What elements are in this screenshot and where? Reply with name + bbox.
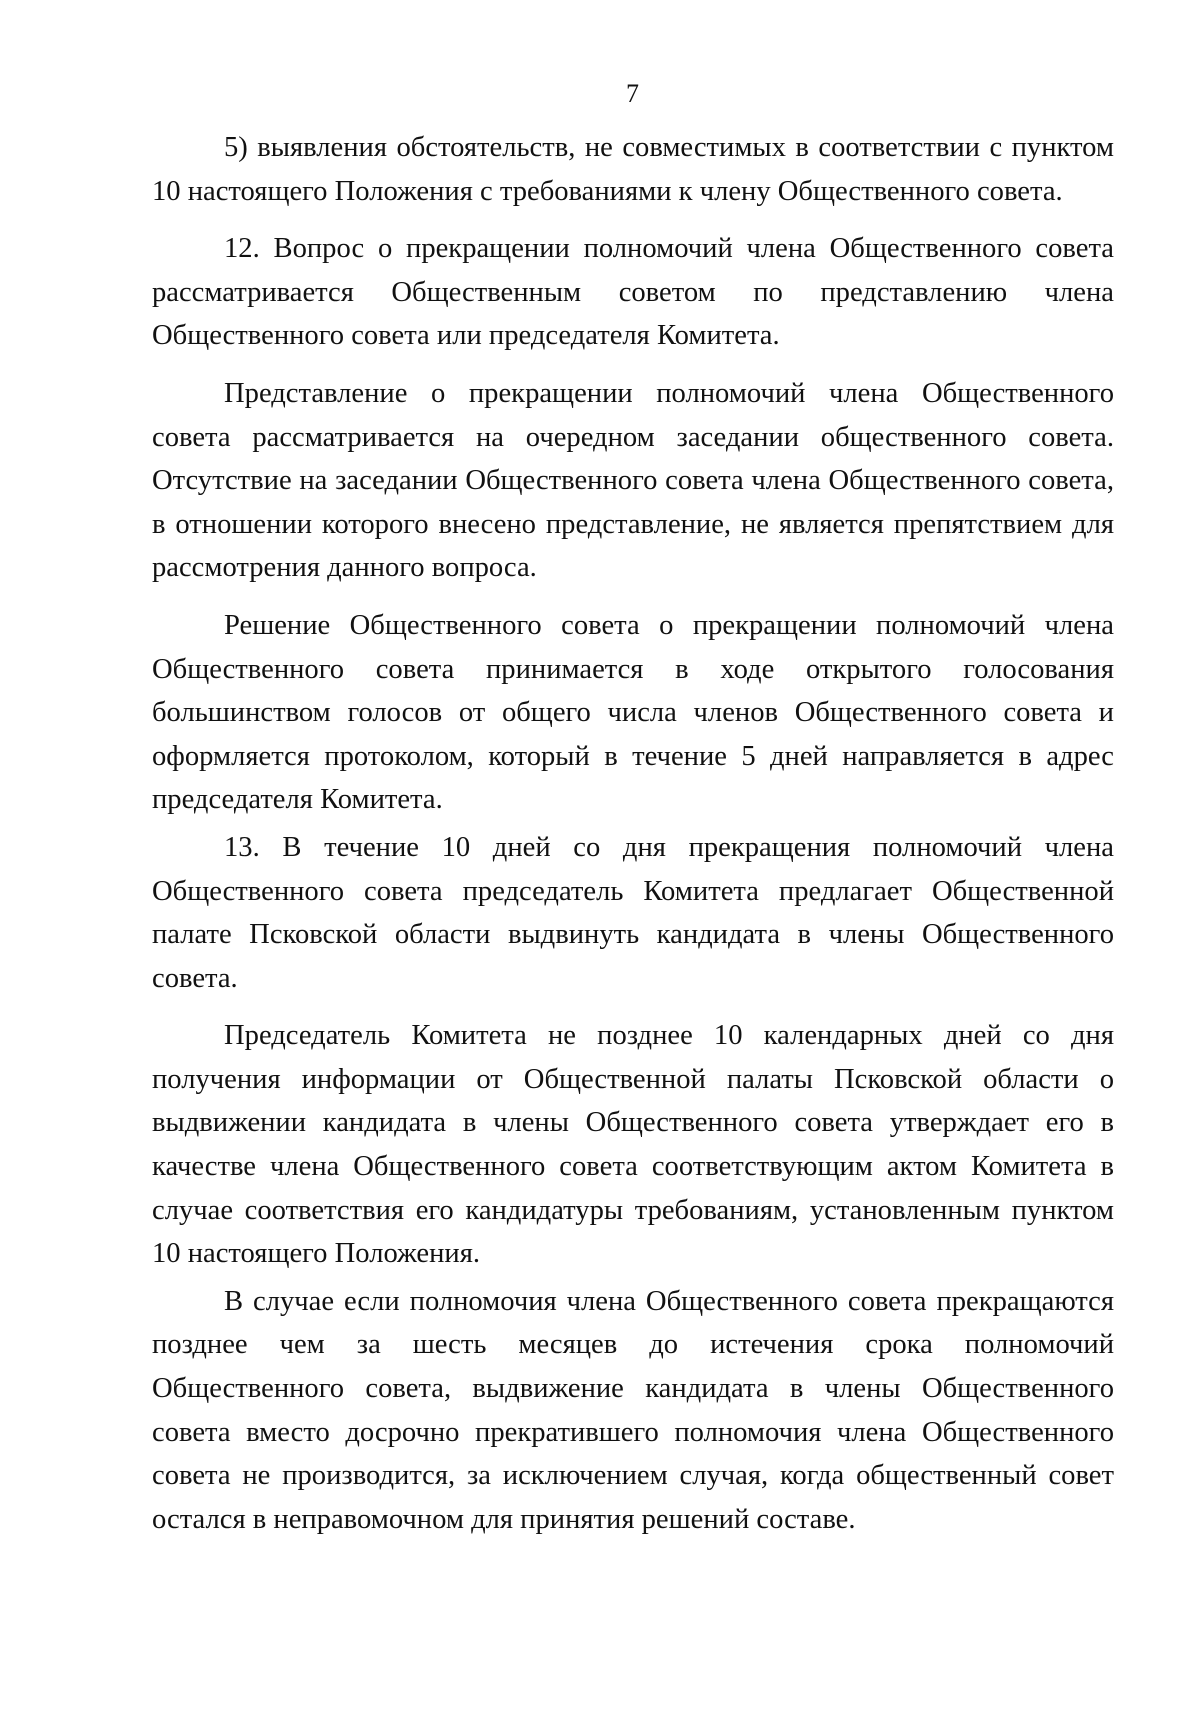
paragraph-submission-review: Представление о прекращении полномочий члена Общественного совета рассматривается на очередном заседании общественного совета. Отсутствие на заседании Общественного совета члена Общественного совета, в отношении которого внесено представление, не является препятствием для рассмотрения данного вопроса. [152,377,1114,584]
paragraph-chairman-approval: Председатель Комитета не позднее 10 календарных дней со дня получения информации от Общественной палаты Псковской области о выдвижении кандидата в члены Общественного совета утверждает его в качестве члена Общественного совета соответствующим актом Комитета в случае соответствия его кандидатуры требованиям, установленным пунктом 10 настоящего Положения. [152,1020,1114,1270]
document-body [152,126,1114,1541]
paragraph-clause-12: 12. Вопрос о прекращении полномочий члена Общественного совета рассматривается Общественным советом по представлению члена Общественного совета или председателя Комитета. [152,233,1114,352]
paragraph-item-5: 5) выявления обстоятельств, не совместимых в соответствии с пунктом 10 настоящего Положения с требованиями к члену Общественного совета. [152,132,1114,207]
paragraph-clause-13: 13. В течение 10 дней со дня прекращения полномочий члена Общественного совета председатель Комитета предлагает Общественной палате Псковской области выдвинуть кандидата в члены Общественного совета. [152,831,1114,994]
page-number: 7 [626,79,639,108]
paragraph-early-termination: В случае если полномочия члена Общественного совета прекращаются позднее чем за шесть месяцев до истечения срока полномочий Общественного совета, выдвижение кандидата в члены Общественного совета вместо досрочно прекратившего полномочия члена Общественного совета не производится, за исключением случая, когда общественный совет остался в неправомочном для принятия решений составе. [152,1285,1114,1535]
paragraph-council-decision: Решение Общественного совета о прекращении полномочий члена Общественного совета принимается в ходе открытого голосования большинством голосов от общего числа членов Общественного совета и оформляется протоколом, который в течение 5 дней направляется в адрес председателя Комитета. [152,609,1114,816]
